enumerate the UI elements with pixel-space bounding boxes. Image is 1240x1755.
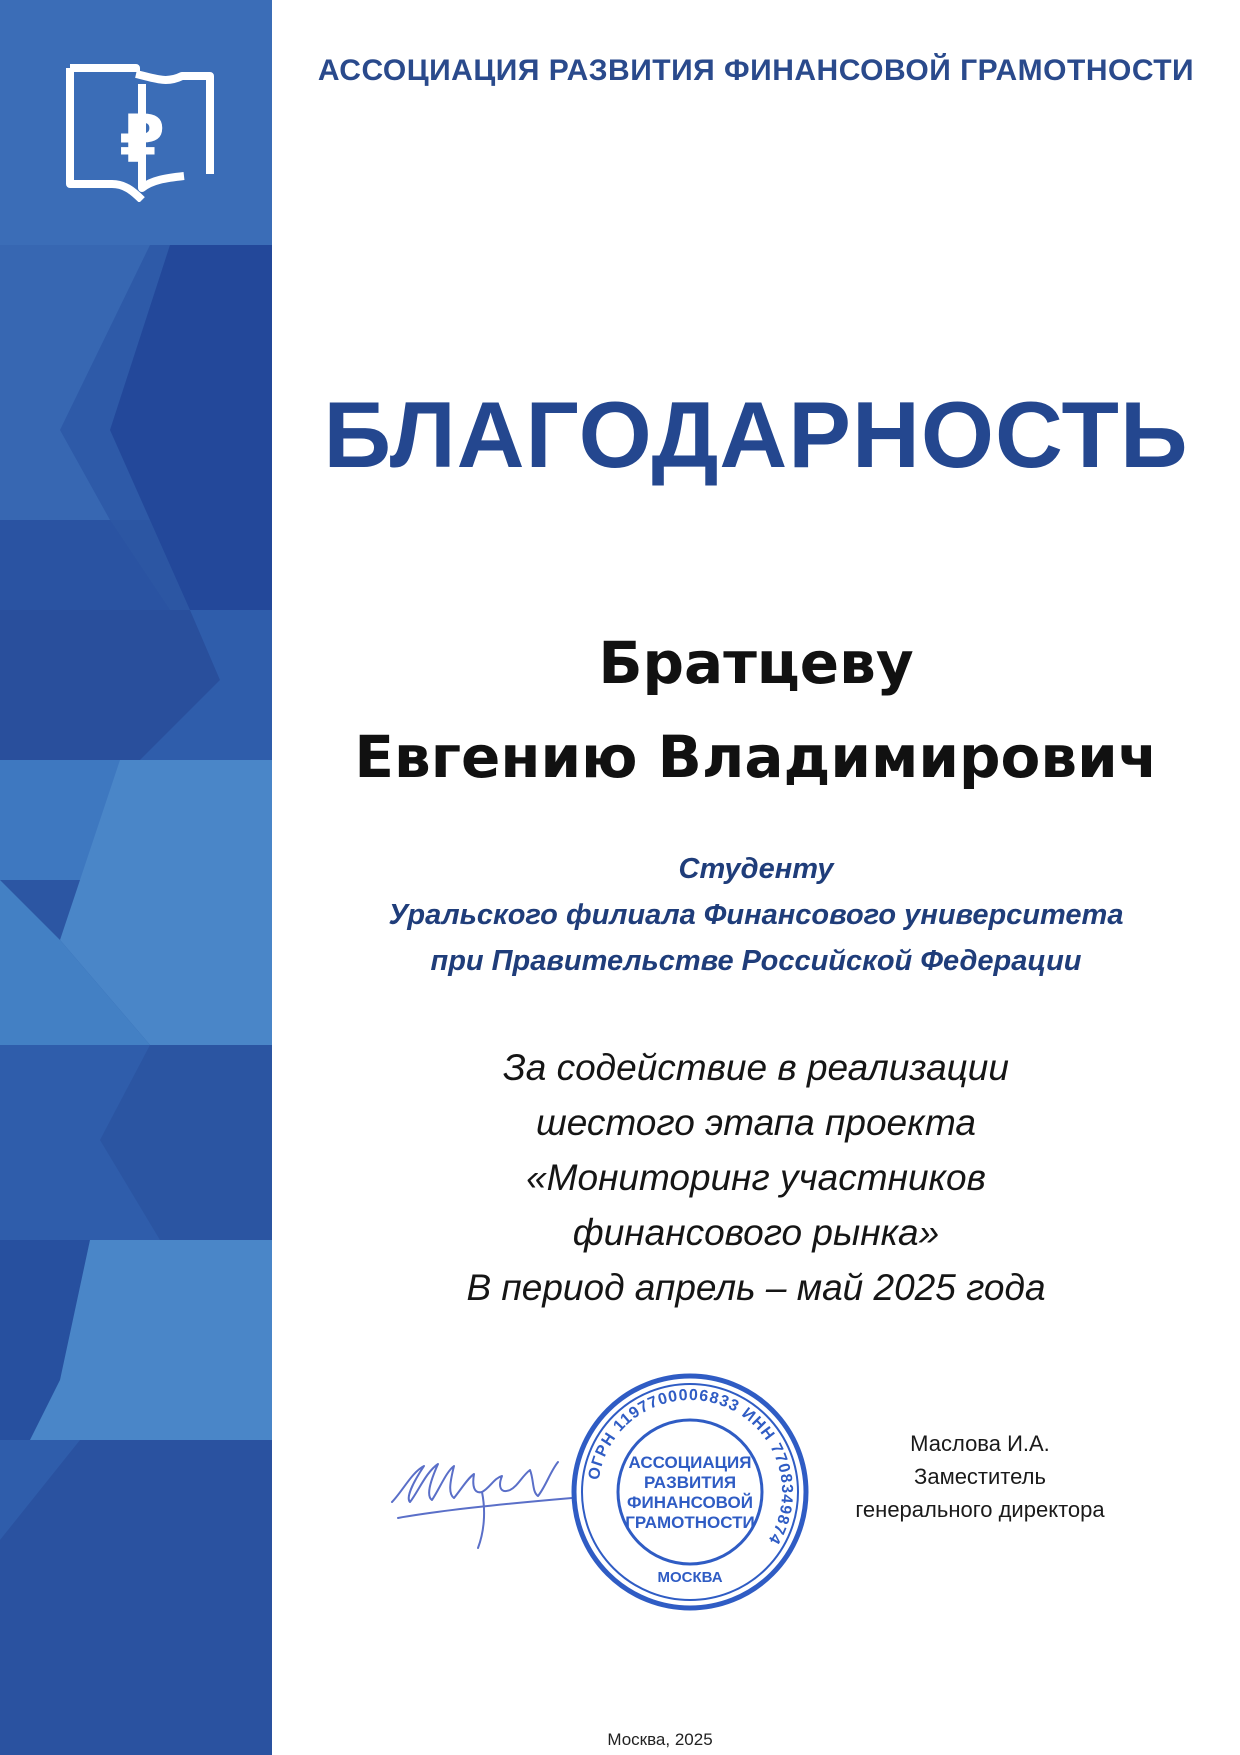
signer-block [820,1427,1140,1526]
handwritten-signature [382,1432,592,1552]
reason-line: шестого этапа проекта [536,1102,976,1143]
open-book-ruble-icon [66,62,216,202]
stamp-bottom-text: МОСКВА [657,1569,723,1586]
position-line: Студенту [678,853,834,885]
position-line: Уральского филиала Финансового университета [388,899,1124,931]
sidebar-pattern [0,0,272,1755]
recipient-position [272,846,1240,984]
place-date: Москва, 2025 [607,1730,713,1749]
award-reason [272,1040,1240,1315]
stamp-center-line: АССОЦИАЦИЯ [628,1453,752,1472]
organization-name: АССОЦИАЦИЯ РАЗВИТИЯ ФИНАНСОВОЙ ГРАМОТНОСТИ [317,54,1195,87]
reason-line: «Мониторинг участников [526,1157,986,1198]
reason-line: В период апрель – май 2025 года [466,1267,1046,1308]
reason-line: финансового рынка» [572,1212,940,1253]
official-seal-stamp [566,1368,814,1616]
stamp-center-line: ГРАМОТНОСТИ [625,1513,755,1532]
certificate-title: БЛАГОДАРНОСТЬ [323,382,1189,487]
signer-title: Заместитель [914,1464,1046,1489]
signer-title: генерального директора [855,1497,1105,1522]
stamp-center-line: РАЗВИТИЯ [643,1473,737,1492]
decorative-sidebar [0,0,272,1755]
signer-name: Маслова И.А. [910,1431,1050,1456]
stamp-ring-text: ОГРН 1197700006833 ИНН 7708349874 [585,1386,796,1548]
svg-text:₽: ₽ [119,101,165,178]
position-line: при Правительстве Российской Федерации [430,945,1082,977]
reason-line: За содействие в реализации [503,1047,1009,1088]
stamp-center-line: ФИНАНСОВОЙ [627,1493,753,1512]
recipient-surname: Братцеву [598,629,914,697]
recipient-given-names: Евгению Владимирович [354,723,1158,791]
